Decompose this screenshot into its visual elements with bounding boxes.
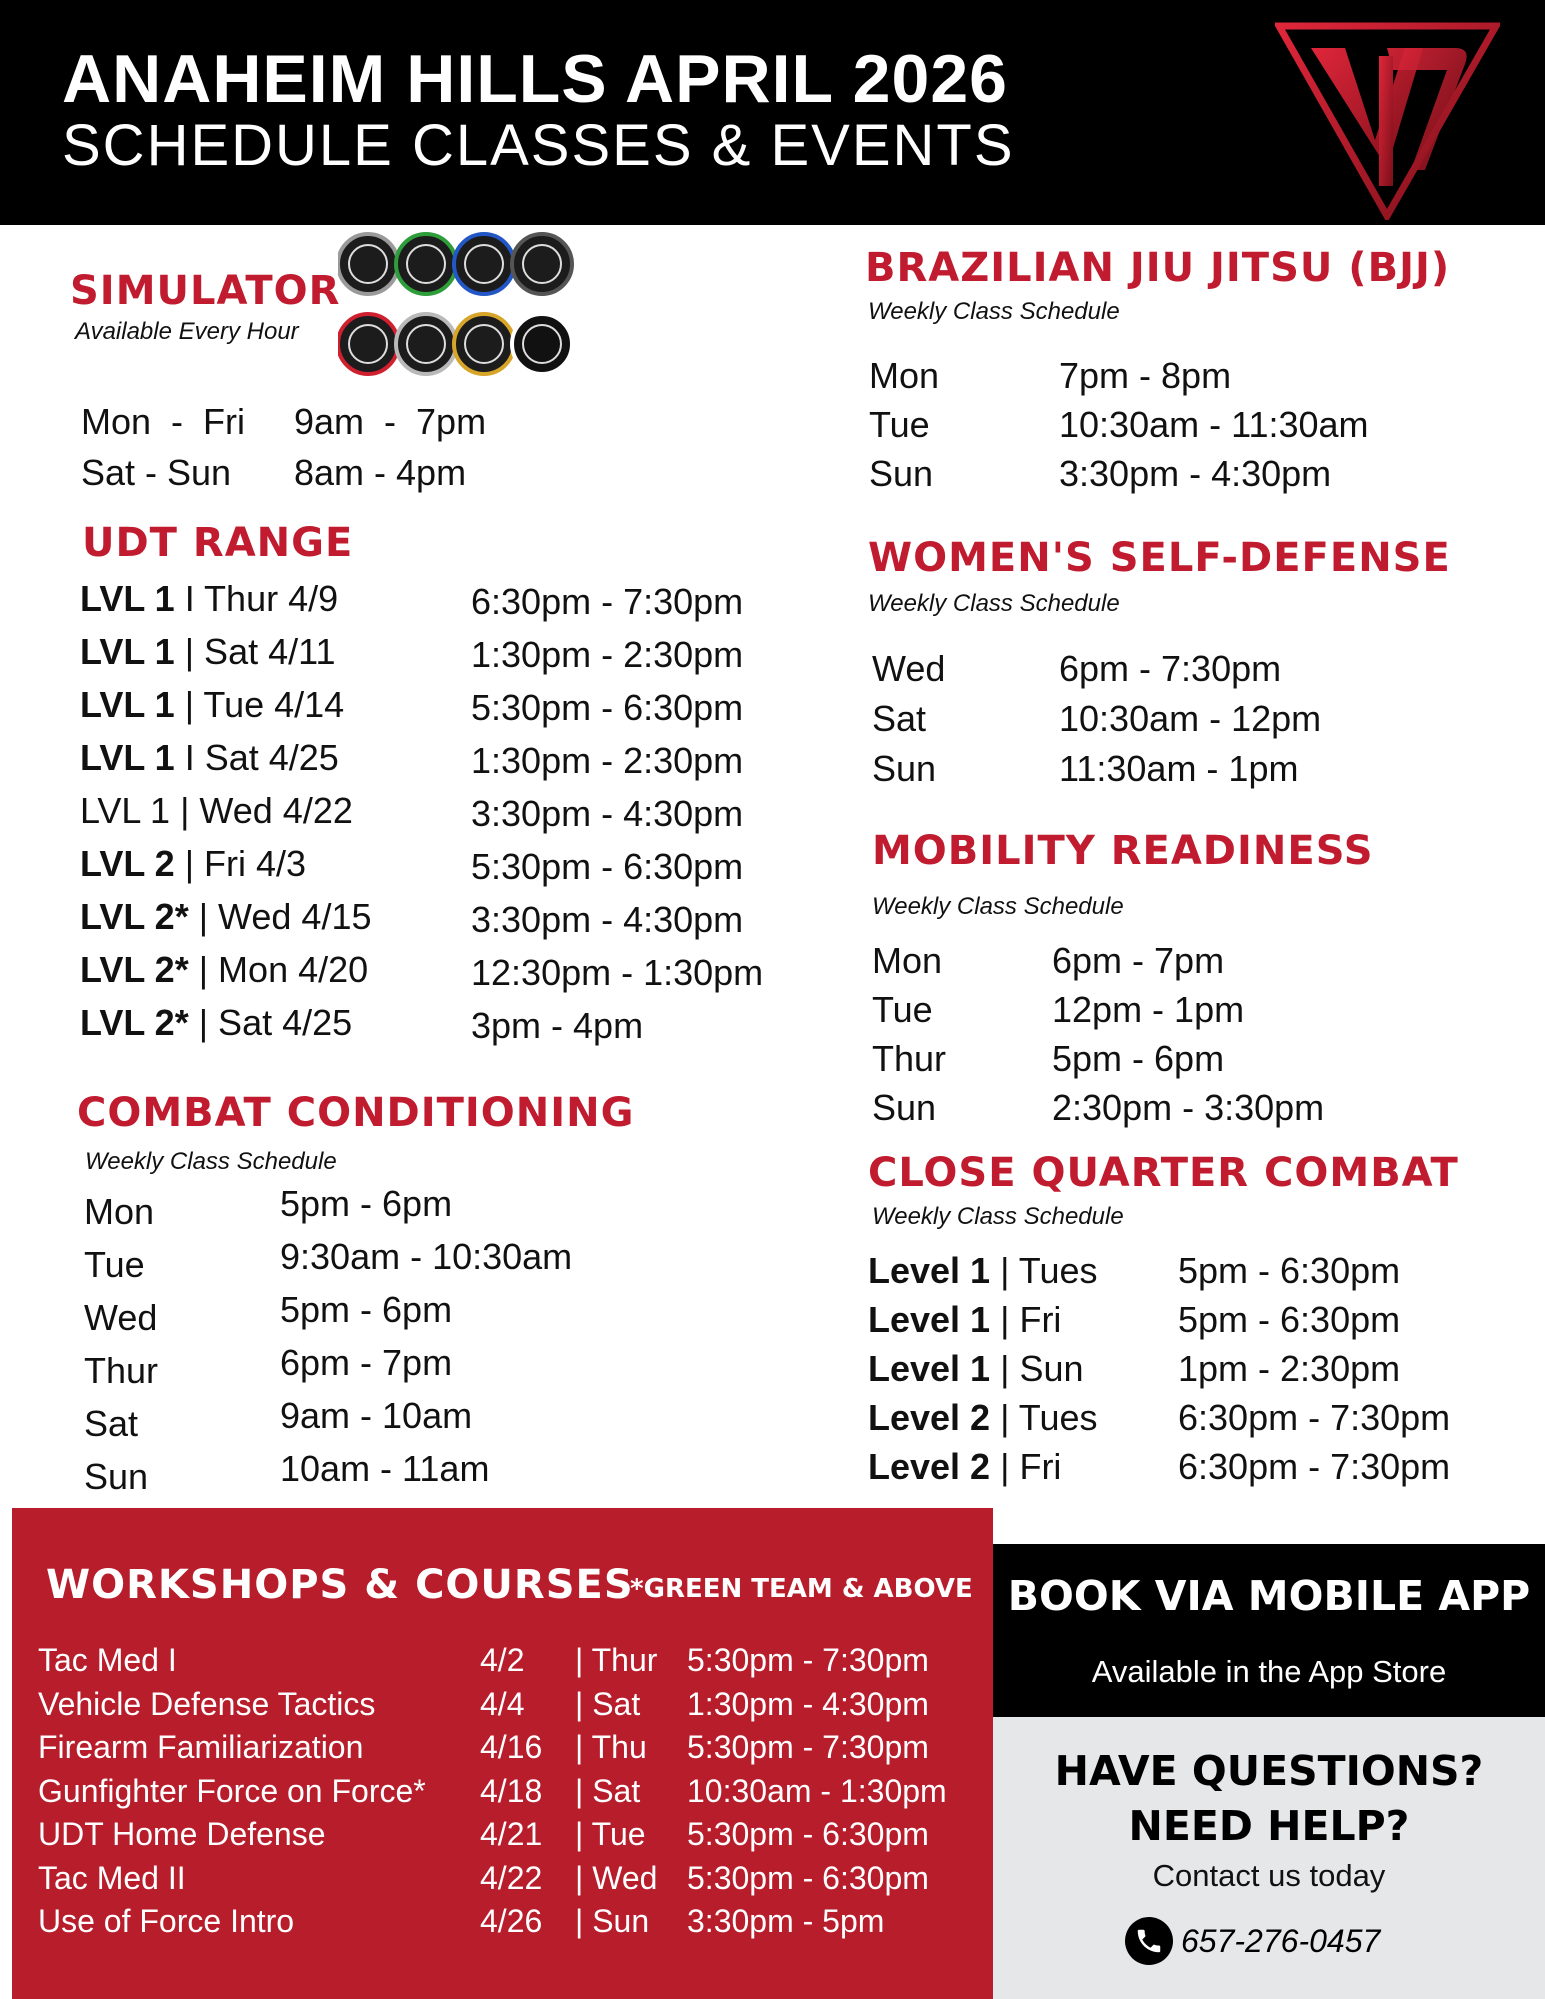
class-day: | Sun	[990, 1348, 1084, 1389]
workshops-title: WORKSHOPS & COURSES	[46, 1562, 634, 1608]
udt-range-time: 5:30pm - 6:30pm	[471, 846, 744, 887]
simulator-time: 8am - 4pm	[294, 452, 467, 493]
help-panel	[993, 1717, 1545, 1999]
cc-day: Mon	[84, 1191, 155, 1232]
class-date: LVL 1 | Wed 4/22	[80, 790, 353, 831]
mobility-subtitle: Weekly Class Schedule	[872, 893, 1124, 920]
simulator-day: Mon - Fri	[81, 401, 246, 442]
workshops-panel	[12, 1508, 993, 1999]
workshop-day: | Thu	[575, 1729, 647, 1765]
workshop-name: UDT Home Defense	[38, 1816, 326, 1852]
udt-range-class	[80, 631, 336, 673]
udt-range-class	[80, 949, 368, 991]
level-label: Level 1	[868, 1250, 991, 1291]
level-label: LVL 1	[80, 578, 175, 619]
combat-conditioning-subtitle: Weekly Class Schedule	[85, 1148, 337, 1175]
udt-range-class	[80, 790, 353, 832]
cqc-time: 1pm - 2:30pm	[1178, 1348, 1401, 1389]
cqc-title: CLOSE QUARTER COMBAT	[868, 1150, 1459, 1196]
cqc-time: 5pm - 6:30pm	[1178, 1250, 1401, 1291]
cqc-class	[868, 1397, 1098, 1439]
class-date: | Fri 4/3	[174, 843, 307, 884]
udt-range-class	[80, 896, 372, 938]
mobility-day: Mon	[872, 940, 943, 981]
mobility-time: 5pm - 6pm	[1052, 1038, 1225, 1079]
level-label: Level 2	[868, 1397, 991, 1438]
workshop-date: 4/18	[480, 1772, 543, 1809]
cc-day: Thur	[84, 1350, 159, 1391]
workshop-day: | Tue	[575, 1816, 646, 1852]
workshop-day: | Wed	[575, 1859, 658, 1896]
udt-range-title: UDT RANGE	[82, 520, 354, 566]
cc-day: Wed	[84, 1297, 158, 1338]
class-date: | Sat 4/25	[188, 1002, 353, 1043]
womens-title: WOMEN'S SELF-DEFENSE	[868, 535, 1451, 581]
help-contact: Contact us today	[1152, 1858, 1386, 1893]
level-label: Level 2	[868, 1446, 991, 1487]
workshop-time: 5:30pm - 6:30pm	[687, 1816, 929, 1852]
combat-conditioning-title: COMBAT CONDITIONING	[77, 1090, 635, 1136]
class-day: | Tues	[990, 1397, 1098, 1438]
cc-time: 9am - 10am	[280, 1395, 473, 1436]
simulator-subtitle: Available Every Hour	[75, 318, 299, 345]
cc-time: 6pm - 7pm	[280, 1342, 453, 1383]
mobility-time: 2:30pm - 3:30pm	[1052, 1087, 1325, 1128]
udt-range-class	[80, 843, 306, 885]
cc-time: 5pm - 6pm	[280, 1183, 453, 1224]
bjj-title: BRAZILIAN JIU JITSU (BJJ)	[865, 245, 1451, 291]
udt-range-time: 3:30pm - 4:30pm	[471, 899, 744, 940]
cqc-time: 5pm - 6:30pm	[1178, 1299, 1401, 1340]
workshop-day: | Thur	[575, 1642, 658, 1678]
class-day: | Tues	[990, 1250, 1098, 1291]
udt-range-time: 6:30pm - 7:30pm	[471, 581, 744, 622]
workshops-note: *GREEN TEAM & ABOVE	[630, 1574, 973, 1604]
level-label: LVL 1	[80, 737, 175, 778]
bjj-time: 10:30am - 11:30am	[1059, 404, 1369, 445]
cqc-time: 6:30pm - 7:30pm	[1178, 1397, 1451, 1438]
cqc-subtitle: Weekly Class Schedule	[872, 1203, 1124, 1230]
cc-day: Tue	[84, 1244, 145, 1285]
level-label: LVL 2*	[80, 896, 189, 937]
udt-range-time: 1:30pm - 2:30pm	[471, 634, 744, 675]
workshop-time: 5:30pm - 7:30pm	[687, 1729, 929, 1765]
book-panel	[993, 1544, 1545, 1717]
workshop-name: Tac Med I	[38, 1642, 177, 1678]
level-label: LVL 2	[80, 843, 175, 884]
cc-day: Sat	[84, 1403, 139, 1444]
workshop-time: 5:30pm - 6:30pm	[687, 1859, 929, 1896]
level-label: LVL 1	[80, 631, 175, 672]
udt-range-class	[80, 1002, 352, 1044]
belt-rank-badges-icon	[338, 232, 578, 380]
cc-time: 5pm - 6pm	[280, 1289, 453, 1330]
mobility-day: Tue	[872, 989, 933, 1030]
cqc-class	[868, 1446, 1061, 1488]
udt-range-class	[80, 578, 338, 620]
workshop-date: 4/4	[480, 1685, 525, 1722]
womens-subtitle: Weekly Class Schedule	[868, 590, 1120, 617]
mobility-title: MOBILITY READINESS	[872, 828, 1374, 874]
mobility-day: Thur	[872, 1038, 947, 1079]
phone-icon	[1125, 1917, 1173, 1965]
class-date: | Sat 4/11	[174, 631, 336, 672]
udt-range-time: 1:30pm - 2:30pm	[471, 740, 744, 781]
workshop-time: 1:30pm - 4:30pm	[687, 1685, 929, 1722]
simulator-time: 9am - 7pm	[294, 401, 487, 442]
udt-range-class	[80, 684, 344, 726]
workshop-name: Gunfighter Force on Force*	[38, 1772, 426, 1809]
bjj-day: Mon	[869, 355, 940, 396]
workshop-time: 5:30pm - 7:30pm	[687, 1642, 929, 1678]
workshop-name: Vehicle Defense Tactics	[38, 1685, 376, 1722]
mobility-time: 6pm - 7pm	[1052, 940, 1225, 981]
udt-range-time: 3pm - 4pm	[471, 1005, 644, 1046]
workshop-date: 4/21	[480, 1816, 543, 1852]
cqc-class	[868, 1299, 1061, 1341]
womens-day: Sun	[872, 748, 937, 789]
bjj-day: Sun	[869, 453, 934, 494]
class-date: I Sat 4/25	[174, 737, 339, 778]
phone-number[interactable]: 657-276-0457	[1181, 1922, 1381, 1959]
workshop-date: 4/22	[480, 1859, 543, 1896]
workshop-name: Firearm Familiarization	[38, 1729, 364, 1765]
simulator-title: SIMULATOR	[70, 268, 341, 314]
class-date: I Thur 4/9	[174, 578, 339, 619]
udt-range-time: 3:30pm - 4:30pm	[471, 793, 744, 834]
womens-day: Sat	[872, 698, 927, 739]
simulator-day: Sat - Sun	[81, 452, 232, 493]
bjj-time: 3:30pm - 4:30pm	[1059, 453, 1332, 494]
udt-range-class	[80, 737, 339, 779]
cc-day: Sun	[84, 1456, 149, 1497]
udt-logo-icon	[1275, 20, 1500, 220]
workshop-date: 4/2	[480, 1642, 525, 1678]
class-date: | Mon 4/20	[188, 949, 369, 990]
workshop-day: | Sat	[575, 1685, 641, 1722]
womens-time: 11:30am - 1pm	[1059, 748, 1299, 789]
udt-range-time: 5:30pm - 6:30pm	[471, 687, 744, 728]
level-label: LVL 1	[80, 684, 175, 725]
book-subtitle: Available in the App Store	[1091, 1654, 1447, 1689]
phone-line[interactable]	[1125, 1917, 1380, 1965]
help-question-1: HAVE QUESTIONS?	[1054, 1747, 1484, 1795]
level-label: LVL 2*	[80, 1002, 189, 1043]
workshop-time: 10:30am - 1:30pm	[687, 1772, 947, 1809]
womens-time: 6pm - 7:30pm	[1059, 648, 1282, 689]
workshop-name: Tac Med II	[38, 1859, 186, 1896]
header-banner	[0, 0, 1545, 225]
bjj-time: 7pm - 8pm	[1059, 355, 1232, 396]
class-day: | Fri	[990, 1299, 1062, 1340]
class-date: | Wed 4/15	[188, 896, 372, 937]
cqc-class	[868, 1250, 1098, 1292]
level-label: Level 1	[868, 1348, 991, 1389]
udt-range-time: 12:30pm - 1:30pm	[471, 952, 764, 993]
workshop-name: Use of Force Intro	[38, 1903, 295, 1939]
book-title: BOOK VIA MOBILE APP	[1007, 1572, 1531, 1620]
cc-time: 9:30am - 10:30am	[280, 1236, 573, 1277]
workshop-date: 4/26	[480, 1903, 543, 1939]
class-date: | Tue 4/14	[174, 684, 345, 725]
help-question-2: NEED HELP?	[1128, 1802, 1410, 1850]
mobility-day: Sun	[872, 1087, 937, 1128]
womens-day: Wed	[872, 648, 946, 689]
mobility-time: 12pm - 1pm	[1052, 989, 1245, 1030]
workshop-day: | Sat	[575, 1772, 641, 1809]
cqc-class	[868, 1348, 1084, 1390]
workshop-date: 4/16	[480, 1729, 543, 1765]
class-day: | Fri	[990, 1446, 1062, 1487]
level-label: LVL 2*	[80, 949, 189, 990]
level-label: Level 1	[868, 1299, 991, 1340]
bjj-subtitle: Weekly Class Schedule	[868, 298, 1120, 325]
cc-time: 10am - 11am	[280, 1448, 490, 1489]
bjj-day: Tue	[869, 404, 930, 445]
page-subtitle: SCHEDULE CLASSES & EVENTS	[62, 113, 1015, 178]
workshop-day: | Sun	[575, 1903, 650, 1939]
cqc-time: 6:30pm - 7:30pm	[1178, 1446, 1451, 1487]
womens-time: 10:30am - 12pm	[1059, 698, 1322, 739]
page-title: ANAHEIM HILLS APRIL 2026	[62, 41, 1008, 117]
workshop-time: 3:30pm - 5pm	[687, 1903, 885, 1939]
